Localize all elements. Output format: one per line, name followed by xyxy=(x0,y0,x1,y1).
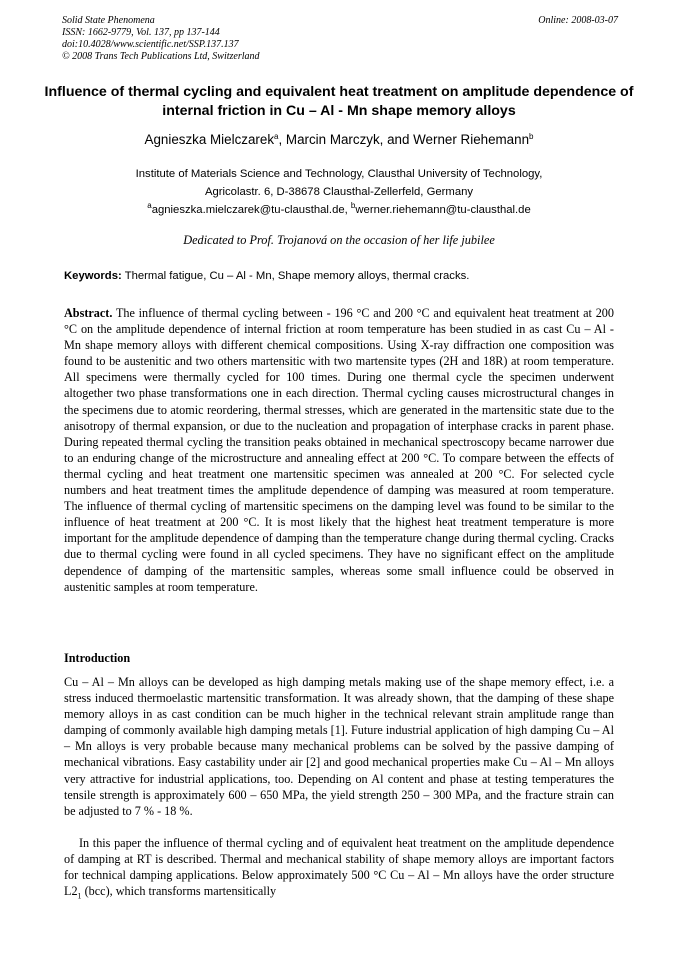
affiliation xyxy=(40,166,638,219)
journal-header xyxy=(62,15,618,63)
author-list xyxy=(40,131,638,149)
keywords xyxy=(64,269,624,284)
email-link[interactable]: agnieszka.mielczarek@tu-clausthal.de, xyxy=(151,203,351,216)
email-link[interactable]: werner.riehemann@tu-clausthal.de xyxy=(355,203,531,216)
journal-name: Solid State Phenomena xyxy=(62,15,155,26)
affiliation-address: Agricolastr. 6, D-38678 Clausthal-Zellerfeld, Germany xyxy=(204,185,474,198)
author-name: Marcin Marczyk, and Werner Riehemann xyxy=(285,132,530,147)
author-name: Agnieszka Mielczarek xyxy=(144,132,275,147)
online-date: Online: 2008-03-07 xyxy=(538,15,618,26)
intro-text: (bcc), which transforms martensitically xyxy=(81,884,277,899)
email-marker: a xyxy=(147,200,152,210)
author-affil-marker: a xyxy=(274,132,279,141)
section-heading: Introduction xyxy=(64,651,131,665)
intro-paragraph xyxy=(64,835,614,899)
email-marker: b xyxy=(350,200,356,210)
affiliation-institute: Institute of Materials Science and Technology, Clausthal University of Technology, xyxy=(135,168,543,180)
affiliation-emails xyxy=(40,202,638,220)
intro-text: In this paper the influence of thermal cycling and of equivalent heat treatment on the amplitude dependence of damping at RT is described. Thermal and mechanical stability of shape memory alloys are important factors for technical damping applications. Below approximately 500 °C Cu – Al – Mn alloys have the order structure L2 xyxy=(64,836,614,899)
abstract-label: Abstract. xyxy=(64,306,113,320)
abstract xyxy=(64,305,614,595)
dedication: Dedicated to Prof. Trojanová on the occasion of her life jubilee xyxy=(183,233,495,247)
abstract-text: The influence of thermal cycling between - 196 °C and 200 °C and equivalent heat treatment at 200 °C on the amplitude dependence of internal friction at room temperature has been studied in as cast Cu – Al - Mn shape memory alloys with different chemical compositions. Using X-ray diffraction one composition was found to be austenitic and two others martensitic with two martensite types (2H and 18R) at room temperature. All specimens were thermally cycled for 100 times. During one thermal cycle the specimen underwent altogether two phase transformations one in each direction. Thermal cycling causes microstructural changes in the specimens due to atomic reordering, thermal stresses, which are generated in the martensitic state due to the anisotropy of thermal expansion, or due to the nucleation and propagation of interphase cracks in parent phase. During repeated thermal cycling the transition peaks obtained in mechanical spectroscopy became narrower due to an enduring change of the microstructure and annealing effect at 200 °C. To compare between the effects of thermal cycling and heat treatment one martensitic specimen was annealed at 200 °C. For selected cycle numbers and heat treatment times the amplitude dependence of damping was measured at room temperature. The influence of thermal cycling of martensitic specimens on the damping level was found to be similar to the influence of heat treatment at 200 °C. It is most likely that the highest heat treatment temperature is more important for the amplitude dependence of damping than the temperature change during thermal cycling. Cracks due to thermal cycling were found in all cycled specimens. They have no significant effect on the amplitude dependence of damping of the martensitic samples, whereas some small influence could be observed in austenitic samples at room temperature. xyxy=(64,306,614,594)
paper-title: Influence of thermal cycling and equivalent heat treatment on amplitude dependence of internal friction in Cu – Al - Mn shape memory alloys xyxy=(44,84,634,119)
keywords-label: Keywords: xyxy=(64,270,122,282)
keywords-text: Thermal fatigue, Cu – Al - Mn, Shape memory alloys, thermal cracks. xyxy=(121,270,470,282)
journal-issn: ISSN: 1662-9779, Vol. 137, pp 137-144 xyxy=(62,27,220,38)
author-separator: , xyxy=(278,132,286,147)
journal-copyright: © 2008 Trans Tech Publications Ltd, Switzerland xyxy=(62,51,260,62)
subscript: 1 xyxy=(77,891,82,901)
journal-doi: doi:10.4028/www.scientific.net/SSP.137.137 xyxy=(62,39,239,50)
author-affil-marker: b xyxy=(529,132,534,141)
intro-paragraph: Cu – Al – Mn alloys can be developed as high damping metals making use of the shape memory effect, i.e. a stress induced thermoelastic martensitic transformation. It was already shown, that the damping of these shape memory alloys in as cast condition can be much higher in the technical relevant strain amplitude range than damping of commonly available high damping metals [1]. Future industrial application of high damping Cu – Al – Mn alloys is very probable because many mechanical problems can be solved by the passive damping of mechanical vibrations. Easy castability under air [2] and good mechanical properties make Cu – Al – Mn alloys very attractive for industrial applications, too. Depending on Al content and phase at testing temperatures the tensile strength is approximately 600 – 650 MPa, the yield strength 250 – 300 MPa, and the fracture strain can be adjusted to 7 % - 18 %. xyxy=(64,675,614,818)
